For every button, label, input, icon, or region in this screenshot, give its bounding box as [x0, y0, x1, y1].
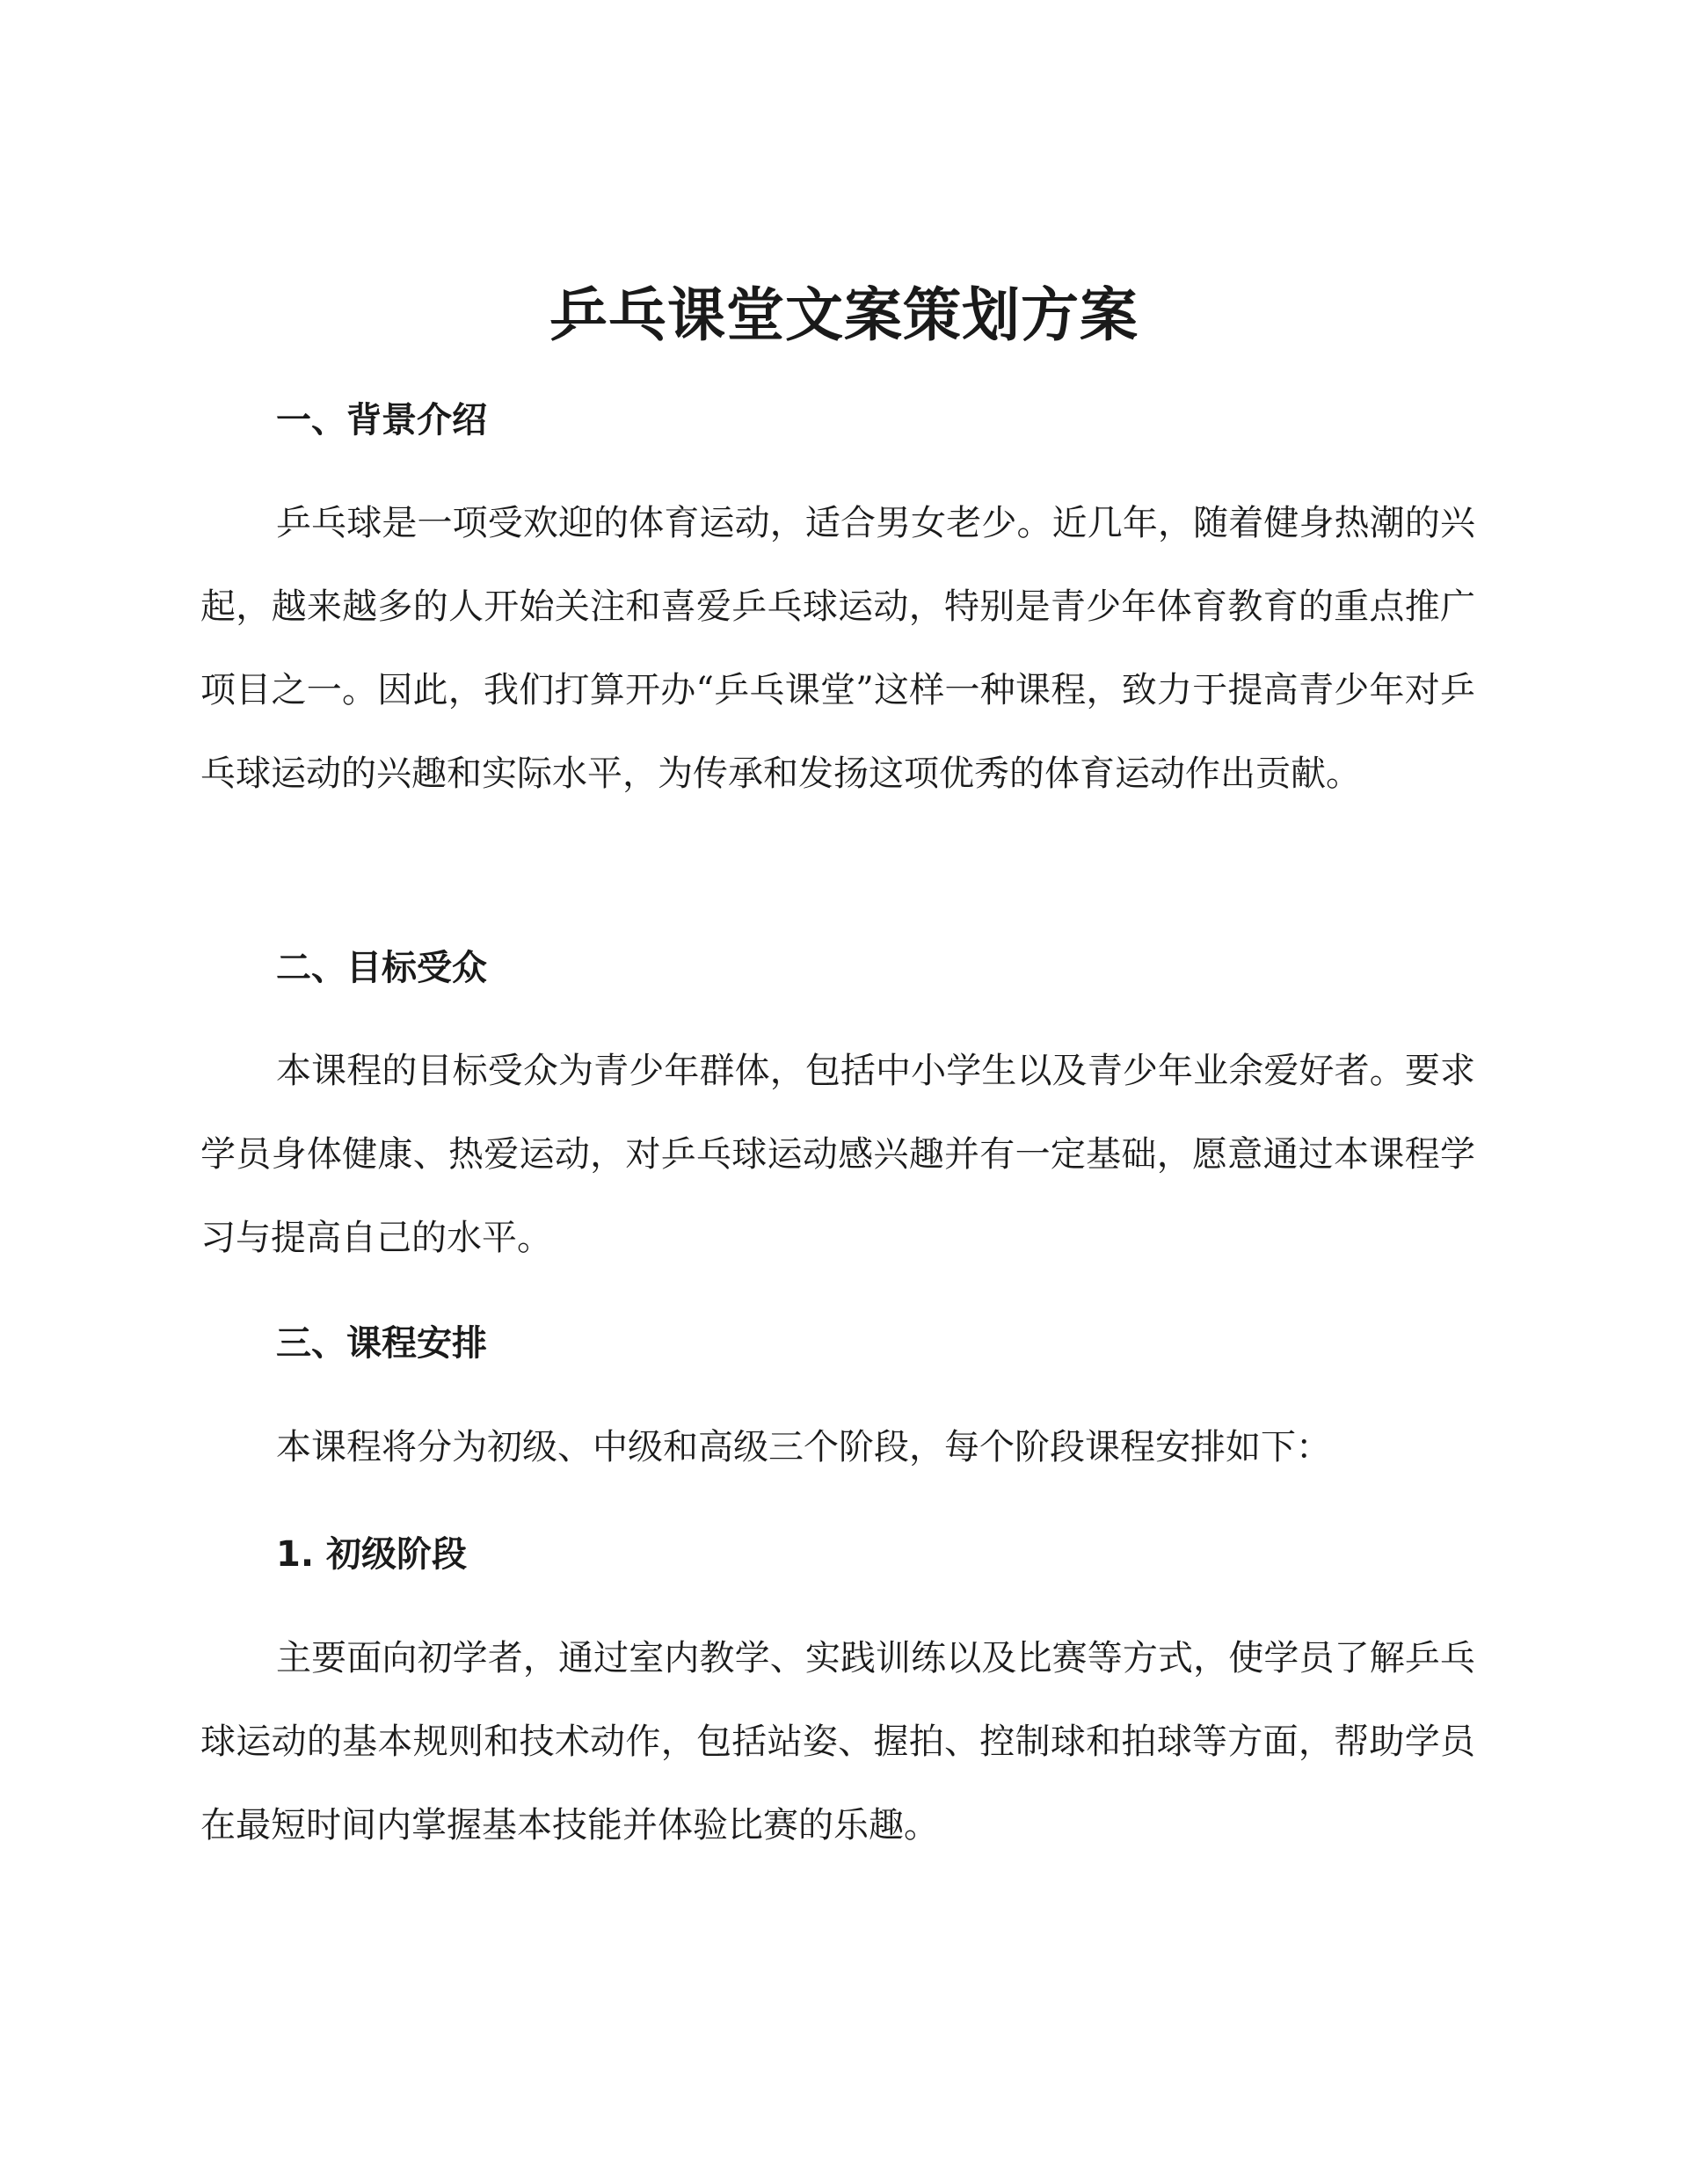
section-heading-background: 一、背景介绍	[276, 400, 487, 440]
document-title: 乒乓课堂文案策划方案	[549, 281, 1139, 349]
section-paragraph-beginner: 主要面向初学者，通过室内教学、实践训练以及比赛等方式，使学员了解乒乓球运动的基本规则和技术动作，包括站姿、握拍、控制球和拍球等方面，帮助学员在最短时间内掌握基本技能并体验比赛的乐趣。	[200, 1638, 1475, 1845]
section-heading-schedule: 三、课程安排	[276, 1323, 487, 1364]
section-heading-audience: 二、目标受众	[276, 948, 487, 988]
section-paragraph-audience: 本课程的目标受众为青少年群体，包括中小学生以及青少年业余爱好者。要求学员身体健康、热爱运动，对乒乓球运动感兴趣并有一定基础，愿意通过本课程学习与提高自己的水平。	[200, 1051, 1475, 1258]
section-paragraph-schedule: 本课程将分为初级、中级和高级三个阶段，每个阶段课程安排如下：	[276, 1427, 1331, 1467]
section-heading-beginner: 1. 初级阶段	[276, 1534, 467, 1575]
section-paragraph-background: 乒乓球是一项受欢迎的体育运动，适合男女老少。近几年，随着健身热潮的兴起，越来越多的人开始关注和喜爱乒乓球运动，特别是青少年体育教育的重点推广项目之一。因此，我们打算开办“乒乓课堂”这样一种课程，致力于提高青少年对乒乓球运动的兴趣和实际水平，为传承和发扬这项优秀的体育运动作出贡献。	[200, 503, 1475, 794]
